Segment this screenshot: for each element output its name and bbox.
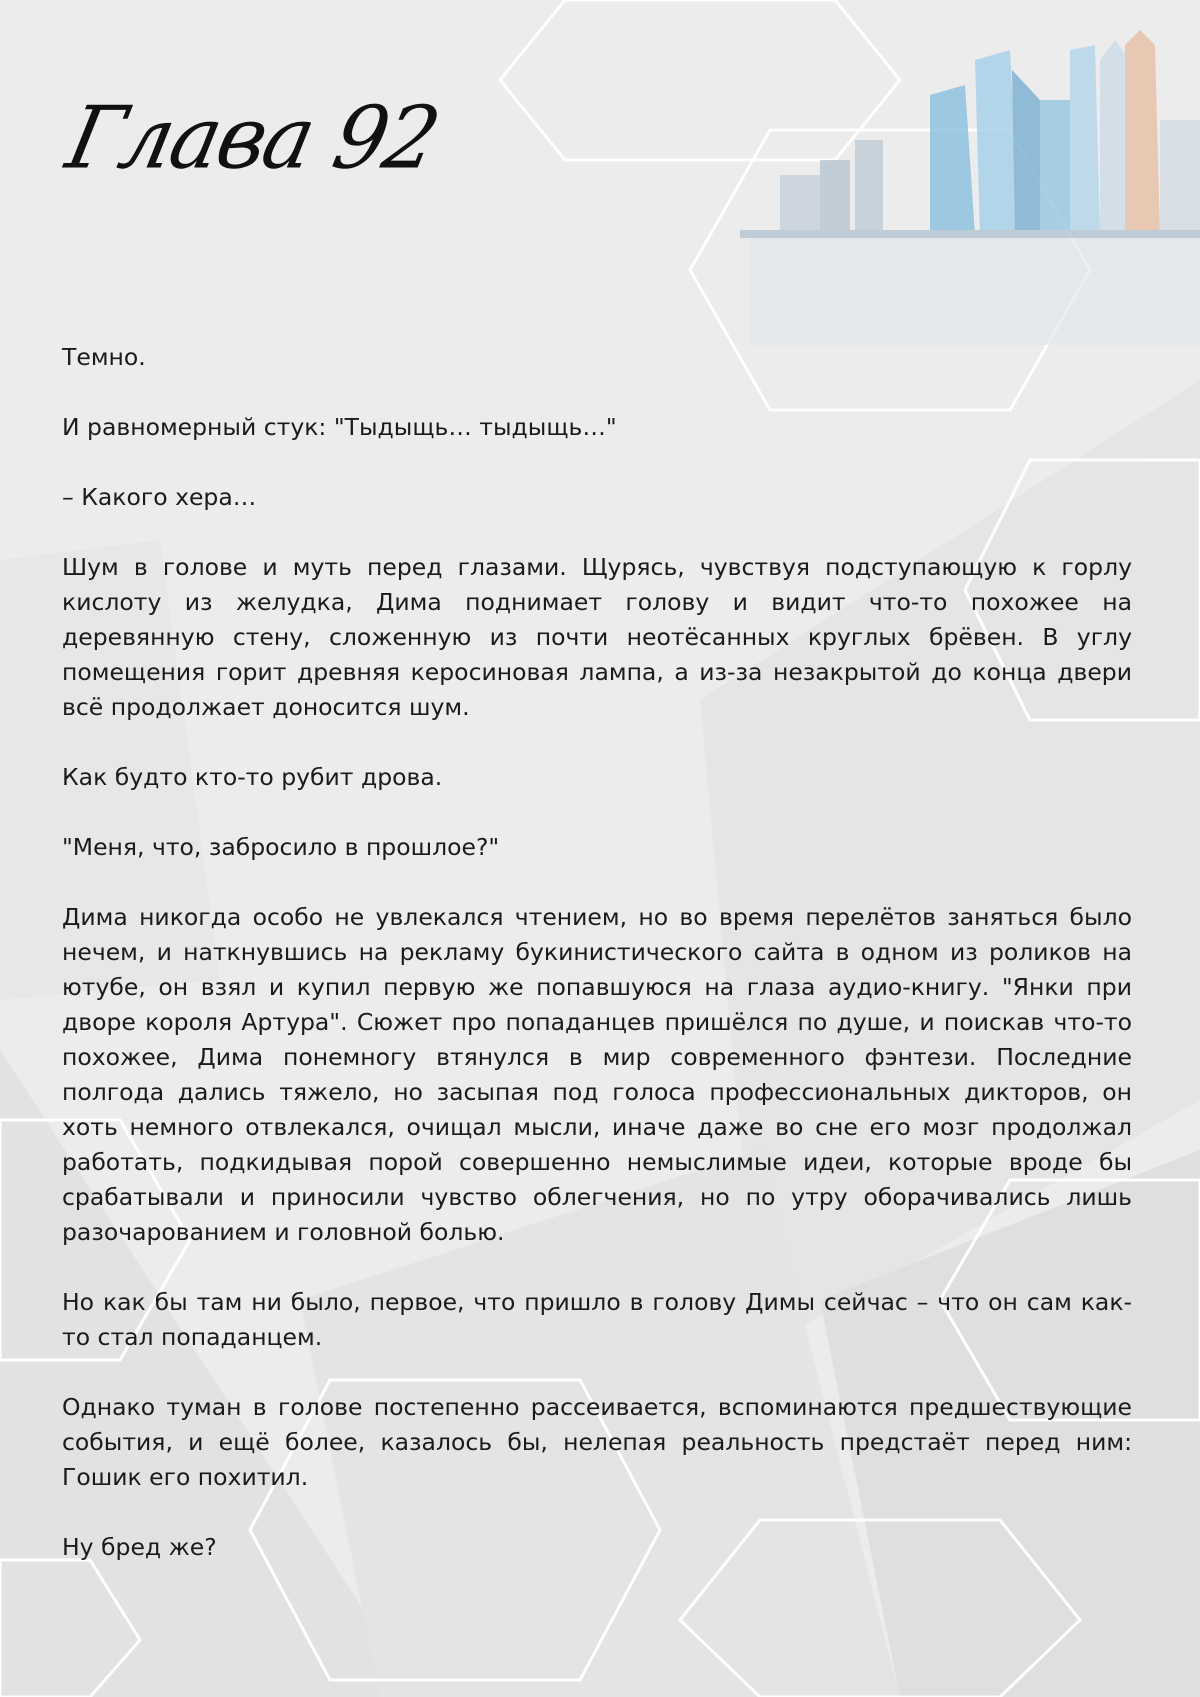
paragraph: Но как бы там ни было, первое, что пришло в голову Димы сейчас – что он сам как-то стал попаданцем.: [62, 1288, 1132, 1351]
paragraph: И равномерный стук: "Тыдыщь… тыдыщь…": [62, 413, 617, 441]
skyline-reflection: [750, 235, 1200, 345]
paragraph: Как будто кто-то рубит дрова.: [62, 763, 443, 791]
chapter-title: Глава 92: [58, 88, 447, 189]
paragraph: Ну бред же?: [62, 1533, 217, 1561]
building-shape: [1070, 45, 1100, 235]
hexagon-shape: [500, 0, 900, 160]
building-shape: [820, 160, 850, 235]
building-shape: [930, 85, 975, 235]
paragraph: Дима никогда особо не увлекался чтением, но во время перелётов заняться было нечем, и наткнувшись на рекламу букинистического сайта в одном из роликов на ютубе, он взял и купил первую же попавшуюся на глаза аудио-книгу. "Янки при дворе короля Артура". Сюжет про попаданцев пришёлся по душе, и поискав что-то похожее, Дима понемногу втянулся в мир современного фэнтези. Последние полгода дались тяжело, но засыпая под голоса профессиональных дикторов, он хоть немного отвлекался, очищал мысли, иначе даже во сне его мозг продолжал работать, подкидывая порой совершенно немыслимые идеи, которые вроде бы срабатывали и приносили чувство облегчения, но по утру оборачивались лишь разочарованием и головной болью.: [62, 903, 1132, 1246]
building-shape: [855, 140, 883, 235]
paragraph: – Какого хера…: [62, 483, 257, 511]
building-shape: [1040, 100, 1070, 235]
building-shape: [780, 175, 820, 235]
paragraph: Однако туман в голове постепенно рассеивается, вспоминаются предшествующие события, и ещё более, казалось бы, нелепая реальность предстаёт перед ним: Гошик его похитил.: [62, 1393, 1132, 1491]
city-skyline-illustration: [740, 30, 1200, 345]
building-shape: [1125, 30, 1160, 235]
paragraph: "Меня, что, забросило в прошлое?": [62, 833, 500, 861]
document-body: [62, 340, 1132, 1600]
paragraph: Темно.: [62, 343, 146, 371]
building-shape: [1160, 120, 1200, 235]
skyline-waterline: [740, 230, 1200, 238]
paragraph: Шум в голове и муть перед глазами. Щурясь, чувствуя подступающую к горлу кислоту из желудка, Дима поднимает голову и видит что-то похожее на деревянную стену, сложенную из почти неотёсанных круглых брёвен. В углу помещения горит древняя керосиновая лампа, а из-за незакрытой до конца двери всё продолжает доносится шум.: [62, 553, 1132, 721]
